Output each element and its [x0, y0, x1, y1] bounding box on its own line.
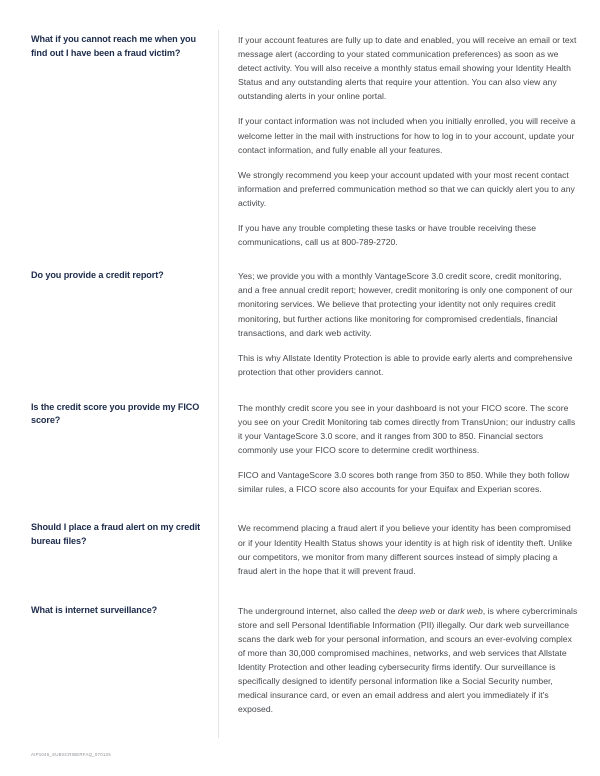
faq-answer-paragraph: FICO and VantageScore 3.0 scores both range from 350 to 850. While they both follow similar rules, a FICO score also accounts for your Equifax and Experian scores. [238, 470, 570, 495]
faq-question-cell [0, 33, 218, 60]
faq-answer-paragraph: The underground internet, also called the deep web or dark web, is where cybercriminals store and sell Personal Identifiable Information (PII) illegally. Our dark web surveillance scans the dark web for your personal information, and scours an ever-evolving complex of more than 30,000 compromised machines, networks, and web services that Allstate Identity Protection and other leading cybersecurity firms identify. Our surveillance is specifically designed to identify personal information like a Social Security number, medical insurance card, or even an email address and alert you immediately if it's exposed. [238, 605, 578, 715]
faq-answer-paragraph: We recommend placing a fraud alert if you believe your identity has been compromised or if your Identity Health Status shows your identity is at high risk of identity theft. Unlike our competitors, we monitor from many different sources instead of simply placing a fraud alert in the hope that it will prevent fraud. [238, 523, 573, 576]
faq-answer-cell [218, 401, 600, 497]
faq-item [0, 249, 600, 379]
faq-answer-cell [218, 33, 600, 249]
faq-question-cell [0, 269, 218, 283]
faq-question: Do you provide a credit report? [31, 270, 164, 281]
faq-answer-cell [218, 269, 600, 379]
faq-item [0, 578, 600, 717]
faq-question-cell [0, 604, 218, 618]
faq-answer-paragraph: If your contact information was not included when you initially enrolled, you will receive a welcome letter in the mail with instructions for how to log in to your account, update your contact information, and fully enable all your features. [238, 116, 576, 155]
faq-question: What if you cannot reach me when you find out I have been a fraud victim? [31, 34, 196, 58]
faq-item [0, 496, 600, 577]
faq-question: Is the credit score you provide my FICO score? [31, 401, 200, 426]
faq-answer-cell [218, 521, 600, 577]
faq-answer-paragraph: If you have any trouble completing these tasks or have trouble receiving these communications, call us at 800-789-2720. [238, 223, 536, 248]
document-footer-code: AIP1046_SUBSCRIBERFAQ_070125 [31, 752, 111, 757]
faq-answer-paragraph: If your account features are fully up to date and enabled, you will receive an email or text message alert (according to your stated communication preferences) as soon as we detect activity. You will also receive a monthly status email showing your Identity Health Status and any outstanding alerts that require your attention. You can also view any outstanding alerts in your online portal. [238, 35, 577, 102]
faq-question-cell [0, 521, 218, 548]
faq-question: What is internet surveillance? [31, 604, 158, 615]
faq-question: Should I place a fraud alert on my credit bureau files? [31, 522, 201, 547]
faq-answer-paragraph: Yes; we provide you with a monthly VantageScore 3.0 credit score, credit monitoring, and a free annual credit report; however, credit monitoring is only one component of our monitoring services. We believe that protecting your identity not only requires credit monitoring, but further actions like monitoring for compromised credentials, financial transactions, and dark web activity. [238, 271, 573, 338]
faq-item [0, 379, 600, 497]
faq-item [0, 0, 600, 249]
faq-answer-cell [218, 604, 600, 717]
faq-question-cell [0, 401, 218, 428]
faq-answer-paragraph: We strongly recommend you keep your account updated with your most recent contact information and preferred communication method so that we can quickly alert you to any activity. [238, 169, 575, 208]
faq-answer-paragraph: The monthly credit score you see in your dashboard is not your FICO score. The score you see on your Credit Monitoring tab comes directly from TransUnion; our industry calls it your VantageScore 3.0 score, and it ranges from 300 to 850. Financial sectors commonly use your FICO score to determine credit worthiness. [238, 402, 576, 456]
faq-answer-paragraph: This is why Allstate Identity Protection is able to provide early alerts and comprehensive protection that other providers cannot. [238, 352, 573, 377]
